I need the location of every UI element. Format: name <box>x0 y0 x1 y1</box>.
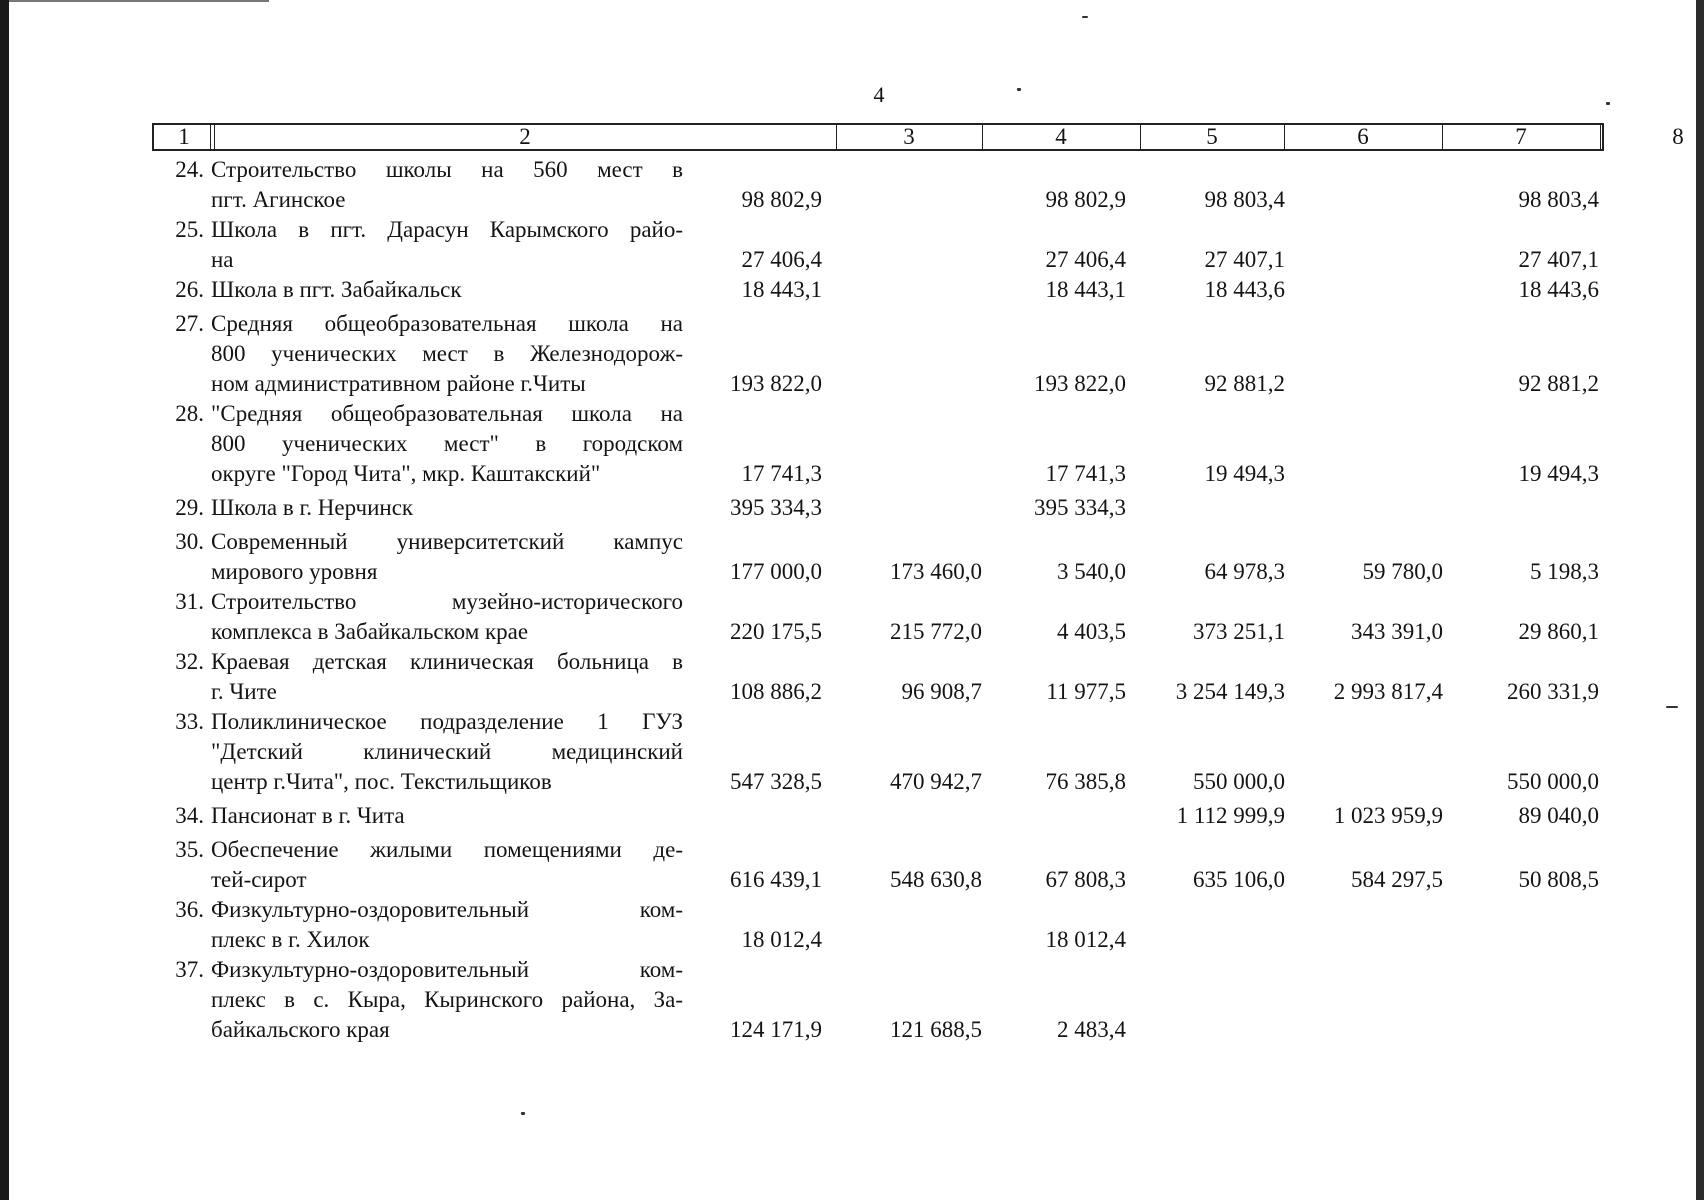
row-name-line: Краевая детская клиническая больница в <box>211 649 683 674</box>
cell-col-6: 92 881,2 <box>1204 371 1285 396</box>
row-name-line: г. Чите <box>211 679 277 704</box>
row-name-line: Средняя общеобразовательная школа на <box>211 311 683 336</box>
row-name-line: Школа в г. Нерчинск <box>211 495 414 520</box>
cell-col-6: 3 254 149,3 <box>1175 679 1285 704</box>
header-col-6: 6 <box>1357 124 1369 149</box>
cell-col-8: 29 860,1 <box>1518 619 1599 644</box>
cell-col-5: 11 977,5 <box>1046 679 1126 704</box>
row-name-line: Физкультурно-оздоровительный ком- <box>211 897 683 922</box>
row-name-line: "Детский клинический медицинский <box>211 739 683 764</box>
cell-col-6: 98 803,4 <box>1204 187 1285 212</box>
row-number: 36. <box>175 897 204 922</box>
cell-col-6: 19 494,3 <box>1204 461 1285 486</box>
cell-col-3: 108 886,2 <box>730 679 822 704</box>
cell-col-7: 343 391,0 <box>1351 619 1443 644</box>
cell-col-5: 27 406,4 <box>1045 247 1126 272</box>
cell-col-8: 260 331,9 <box>1507 679 1599 704</box>
row-name-line: пгт. Агинское <box>211 187 346 212</box>
row-name-line: Школа в пгт. Забайкальск <box>211 277 462 302</box>
row-number: 33. <box>175 709 204 734</box>
cell-col-5: 76 385,8 <box>1045 769 1126 794</box>
cell-col-8: 98 803,4 <box>1518 187 1599 212</box>
row-number: 29. <box>175 495 204 520</box>
cell-col-5: 18 012,4 <box>1045 927 1126 952</box>
row-name-line: Строительство музейно-исторического <box>211 589 683 614</box>
cell-col-3: 616 439,1 <box>730 867 822 892</box>
scan-speck <box>521 1112 525 1115</box>
scan-edge-right <box>1696 0 1704 1200</box>
header-col-8: 8 <box>1672 124 1684 149</box>
row-name-line: Обеспечение жилыми помещениями де- <box>211 837 683 862</box>
row-name-line: Строительство школы на 560 мест в <box>211 157 683 182</box>
cell-col-3: 18 012,4 <box>741 927 822 952</box>
row-name-line: на <box>211 247 234 272</box>
row-name-line: тей-сирот <box>211 867 307 892</box>
scan-speck <box>1666 706 1678 708</box>
cell-col-8: 18 443,6 <box>1518 277 1599 302</box>
table-header-row <box>152 123 1684 151</box>
row-number: 31. <box>175 589 204 614</box>
header-col-4: 4 <box>1055 124 1067 149</box>
cell-col-7: 584 297,5 <box>1351 867 1443 892</box>
row-number: 25. <box>175 217 204 242</box>
row-name-line: "Средняя общеобразовательная школа на <box>211 401 683 426</box>
cell-col-5: 193 822,0 <box>1034 371 1126 396</box>
row-name-line: Пансионат в г. Чита <box>211 803 405 828</box>
cell-col-5: 98 802,9 <box>1045 187 1126 212</box>
cell-col-4: 215 772,0 <box>890 619 982 644</box>
cell-col-8: 5 198,3 <box>1530 559 1599 584</box>
cell-col-3: 547 328,5 <box>730 769 822 794</box>
row-name-line: Поликлиническое подразделение 1 ГУЗ <box>211 709 683 734</box>
scan-top-line <box>9 0 269 2</box>
row-name-line: 800 ученических мест" в городском <box>211 431 683 456</box>
cell-col-8: 50 808,5 <box>1518 867 1599 892</box>
row-name-line: комплекса в Забайкальском крае <box>211 619 529 644</box>
cell-col-3: 193 822,0 <box>730 371 822 396</box>
cell-col-7: 2 993 817,4 <box>1333 679 1443 704</box>
header-col-1: 1 <box>178 124 190 149</box>
row-name-line: округе "Город Чита", мкр. Каштакский" <box>211 461 601 486</box>
cell-col-6: 64 978,3 <box>1204 559 1285 584</box>
cell-col-5: 4 403,5 <box>1057 619 1126 644</box>
scan-speck <box>1082 16 1088 18</box>
row-number: 27. <box>175 311 204 336</box>
header-col-3: 3 <box>903 124 915 149</box>
row-number: 35. <box>175 837 204 862</box>
cell-col-6: 373 251,1 <box>1193 619 1285 644</box>
row-number: 24. <box>175 157 204 182</box>
cell-col-3: 395 334,3 <box>730 495 822 520</box>
cell-col-7: 1 023 959,9 <box>1333 803 1443 828</box>
cell-col-3: 220 175,5 <box>730 619 822 644</box>
cell-col-6: 550 000,0 <box>1193 769 1285 794</box>
row-name-line: Школа в пгт. Дарасун Карымского райо- <box>211 217 683 242</box>
header-col-2: 2 <box>519 124 531 149</box>
cell-col-4: 548 630,8 <box>890 867 982 892</box>
cell-col-8: 550 000,0 <box>1507 769 1599 794</box>
cell-col-5: 3 540,0 <box>1057 559 1126 584</box>
row-name-line: центр г.Чита", пос. Текстильщиков <box>211 769 552 794</box>
cell-col-5: 17 741,3 <box>1045 461 1126 486</box>
row-number: 28. <box>175 401 204 426</box>
cell-col-6: 18 443,6 <box>1204 277 1285 302</box>
cell-col-4: 173 460,0 <box>890 559 982 584</box>
header-col-5: 5 <box>1206 124 1218 149</box>
row-number: 26. <box>175 277 204 302</box>
cell-col-5: 395 334,3 <box>1034 495 1126 520</box>
row-name-line: байкальского края <box>211 1017 390 1042</box>
row-name-line: плекс в с. Кыра, Кыринского района, За- <box>211 987 683 1012</box>
row-number: 30. <box>175 529 204 554</box>
cell-col-8: 19 494,3 <box>1518 461 1599 486</box>
cell-col-8: 89 040,0 <box>1518 803 1599 828</box>
cell-col-3: 17 741,3 <box>741 461 822 486</box>
cell-col-3: 18 443,1 <box>741 277 822 302</box>
scan-edge-left <box>0 0 9 1200</box>
cell-col-6: 635 106,0 <box>1193 867 1285 892</box>
cell-col-7: 59 780,0 <box>1362 559 1443 584</box>
cell-col-4: 121 688,5 <box>890 1017 982 1042</box>
cell-col-3: 177 000,0 <box>730 559 822 584</box>
row-number: 32. <box>175 649 204 674</box>
row-name-line: Современный университетский кампус <box>211 529 683 554</box>
row-name-line: ном административном районе г.Читы <box>211 371 586 396</box>
cell-col-3: 124 171,9 <box>730 1017 822 1042</box>
cell-col-5: 67 808,3 <box>1045 867 1126 892</box>
row-name-line: плекс в г. Хилок <box>211 927 370 952</box>
scan-speck <box>1017 88 1021 91</box>
row-name-line: Физкультурно-оздоровительный ком- <box>211 957 683 982</box>
cell-col-3: 27 406,4 <box>741 247 822 272</box>
row-number: 37. <box>175 957 204 982</box>
cell-col-6: 1 112 999,9 <box>1176 803 1285 828</box>
cell-col-8: 27 407,1 <box>1518 247 1599 272</box>
row-name-line: 800 ученических мест в Железнодорож- <box>211 341 683 366</box>
cell-col-8: 92 881,2 <box>1518 371 1599 396</box>
cell-col-4: 96 908,7 <box>901 679 982 704</box>
row-name-line: мирового уровня <box>211 559 378 584</box>
cell-col-5: 2 483,4 <box>1057 1017 1126 1042</box>
cell-col-3: 98 802,9 <box>741 187 822 212</box>
page-number: 4 <box>873 82 885 107</box>
cell-col-6: 27 407,1 <box>1204 247 1285 272</box>
row-number: 34. <box>175 803 204 828</box>
cell-col-4: 470 942,7 <box>890 769 982 794</box>
cell-col-5: 18 443,1 <box>1045 277 1126 302</box>
header-col-7: 7 <box>1515 124 1527 149</box>
scan-speck <box>1606 102 1610 105</box>
